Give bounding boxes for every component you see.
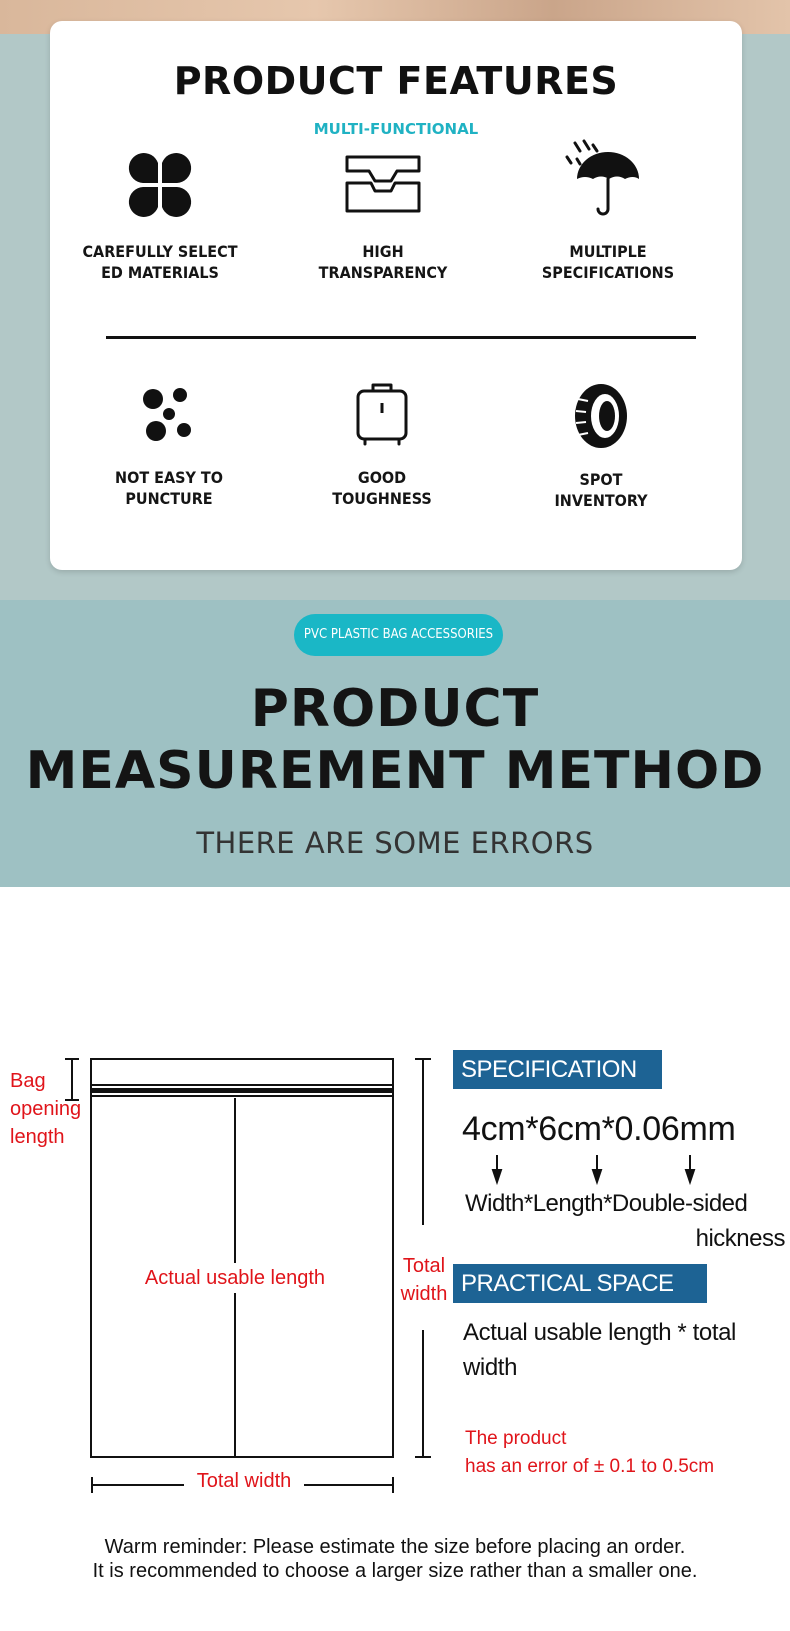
warm-reminder [0, 1535, 790, 1583]
usable-length-label: Actual usable length [130, 1263, 340, 1293]
feature-label: SPOT INVENTORY [554, 470, 648, 510]
feature-label: CAREFULLY SELECT ED MATERIALS [82, 242, 238, 282]
spec-desc-line1: Width*Length*Double-sided [465, 1190, 748, 1217]
reminder-line1: Warm reminder: Please estimate the size before placing an order. [104, 1536, 686, 1558]
measurement-title-line1: PRODUCT [250, 679, 540, 739]
bag-outline [91, 1059, 393, 1457]
practical-space-description: Actual usable length * total width [463, 1319, 736, 1381]
feature-label: GOOD TOUGHNESS [332, 468, 432, 508]
error-note-line1: The product [465, 1428, 567, 1449]
error-note-line2: has an error of ± 0.1 to 0.5cm [465, 1456, 715, 1477]
measurement-title-line2: MEASUREMENT METHOD [25, 741, 765, 801]
bag-opening-label: Bag opening length [10, 1070, 82, 1148]
category-pill: PVC PLASTIC BAG ACCESSORIES [294, 614, 503, 656]
spec-desc-line2: hickness [695, 1225, 785, 1252]
total-width-right-label: Total width [400, 1255, 448, 1305]
measurement-subtitle: THERE ARE SOME ERRORS [196, 826, 594, 860]
reminder-line2: It is recommended to choose a larger size rather than a smaller one. [92, 1560, 698, 1582]
feature-label: NOT EASY TO PUNCTURE [115, 468, 223, 508]
features-title: PRODUCT FEATURES [173, 59, 619, 103]
total-width-bottom-label: Total width [184, 1470, 304, 1493]
specification-heading: SPECIFICATION [453, 1050, 662, 1089]
practical-space-heading: PRACTICAL SPACE [453, 1264, 707, 1303]
specification-description [465, 1186, 790, 1256]
specification-value: 4cm*6cm*0.06mm [462, 1110, 736, 1148]
error-note [465, 1425, 714, 1481]
features-subtitle: MULTI-FUNCTIONAL [313, 120, 479, 138]
feature-label: MULTIPLE SPECIFICATIONS [541, 242, 675, 282]
feature-label: HIGH TRANSPARENCY [318, 242, 448, 282]
